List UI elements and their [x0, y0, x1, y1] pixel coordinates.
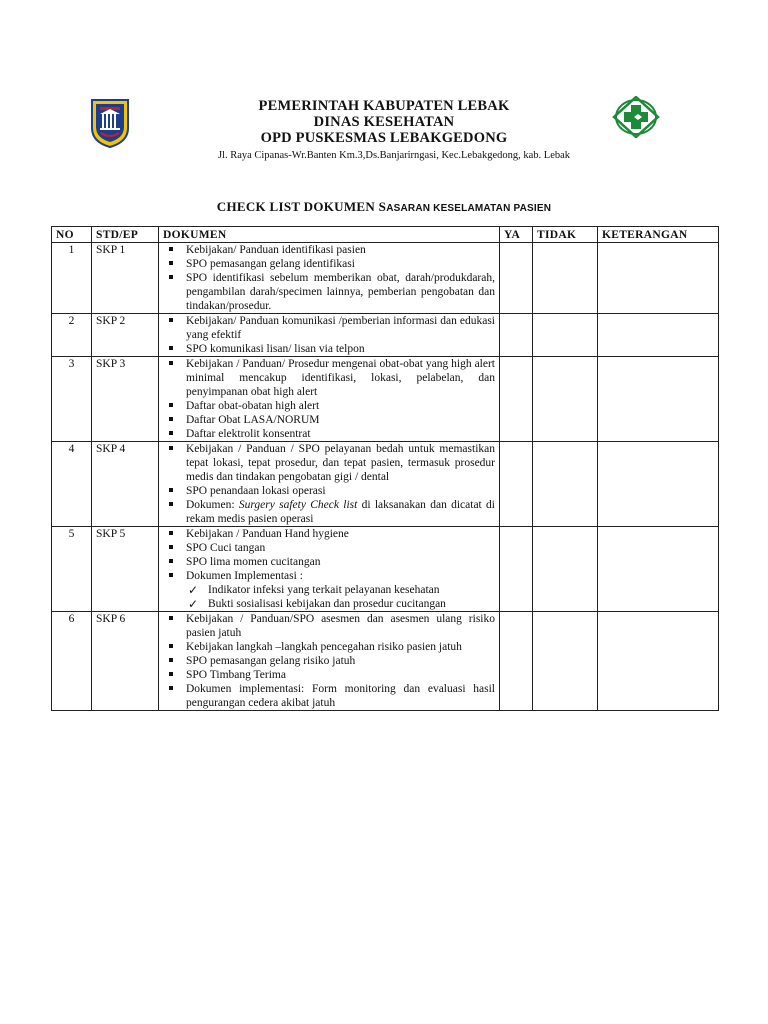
row-dokumen [159, 243, 500, 314]
row-no: 1 [52, 243, 92, 314]
row-std: SKP 4 [92, 442, 159, 527]
cell-ya[interactable] [500, 243, 533, 314]
list-item: Kebijakan langkah –langkah pencegahan risiko pasien jatuh [163, 640, 495, 654]
row-no: 4 [52, 442, 92, 527]
cell-keterangan[interactable] [598, 442, 719, 527]
header-agency: DINAS KESEHATAN [313, 114, 455, 130]
row-dokumen [159, 357, 500, 442]
row-no: 6 [52, 612, 92, 711]
list-item: Kebijakan/ Panduan komunikasi /pemberian informasi dan edukasi yang efektif [163, 314, 495, 342]
row-dokumen [159, 442, 500, 527]
cell-ya[interactable] [500, 527, 533, 612]
cell-keterangan[interactable] [598, 612, 719, 711]
cell-ya[interactable] [500, 442, 533, 527]
row-std: SKP 3 [92, 357, 159, 442]
list-item-label: Dokumen Implementasi : [186, 570, 303, 582]
sub-list-item [186, 597, 495, 611]
checkmark-icon: ✓ [188, 597, 199, 611]
cell-tidak[interactable] [533, 527, 598, 612]
cell-tidak[interactable] [533, 442, 598, 527]
list-item: SPO Cuci tangan [163, 541, 495, 555]
list-item: Kebijakan / Panduan Hand hygiene [163, 527, 495, 541]
cell-ya[interactable] [500, 612, 533, 711]
table-row [52, 527, 719, 612]
col-tidak: TIDAK [533, 227, 598, 243]
list-item: SPO identifikasi sebelum memberikan obat, darah/produkdarah, pengambilan darah/specimen lainnya, pemberian pengobatan dan tindakan/prosedur. [163, 271, 495, 313]
list-item: SPO pemasangan gelang risiko jatuh [163, 654, 495, 668]
cell-tidak[interactable] [533, 357, 598, 442]
list-item: Dokumen implementasi: Form monitoring dan evaluasi hasil pengurangan cedera akibat jatuh [163, 682, 495, 710]
header-puskesmas: OPD PUSKESMAS LEBAKGEDONG [260, 130, 508, 146]
row-std: SKP 1 [92, 243, 159, 314]
row-no: 2 [52, 314, 92, 357]
cell-keterangan[interactable] [598, 527, 719, 612]
row-std: SKP 2 [92, 314, 159, 357]
sub-list-item-text: Bukti sosialisasi kebijakan dan prosedur cucitangan [208, 598, 446, 610]
row-no: 3 [52, 357, 92, 442]
table-row [52, 243, 719, 314]
row-std: SKP 6 [92, 612, 159, 711]
row-dokumen [159, 612, 500, 711]
list-item: Daftar Obat LASA/NORUM [163, 413, 495, 427]
checkmark-icon: ✓ [188, 583, 199, 597]
col-no: NO [52, 227, 92, 243]
cell-keterangan[interactable] [598, 357, 719, 442]
cell-keterangan[interactable] [598, 314, 719, 357]
row-dokumen [159, 314, 500, 357]
list-item: Daftar elektrolit konsentrat [163, 427, 495, 441]
col-ya: YA [500, 227, 533, 243]
col-dokumen: DOKUMEN [159, 227, 500, 243]
list-item: Daftar obat-obatan high alert [163, 399, 495, 413]
letterhead [0, 98, 768, 163]
table-row [52, 612, 719, 711]
sub-list-item-text: Indikator infeksi yang terkait pelayanan kesehatan [208, 584, 440, 596]
table-row [52, 357, 719, 442]
header-row [52, 227, 719, 243]
header-government: PEMERINTAH KABUPATEN LEBAK [258, 98, 510, 114]
list-item [163, 498, 495, 526]
list-item: SPO pemasangan gelang identifikasi [163, 257, 495, 271]
list-item: SPO komunikasi lisan/ lisan via telpon [163, 342, 495, 356]
title-main: CHECK LIST DOKUMEN S [216, 199, 387, 214]
list-item [163, 569, 495, 611]
cell-tidak[interactable] [533, 243, 598, 314]
row-dokumen [159, 527, 500, 612]
col-std: STD/EP [92, 227, 159, 243]
list-item: Kebijakan / Panduan / SPO pelayanan bedah untuk memastikan tepat lokasi, tepat prosedur, dan tepat pasien, termasuk prosedur medis dan tindakan pengobatan gigi / dental [163, 442, 495, 484]
list-item: SPO lima momen cucitangan [163, 555, 495, 569]
cell-tidak[interactable] [533, 612, 598, 711]
title-sub: ASARAN KESELAMATAN PASIEN [386, 203, 552, 214]
table-row [52, 314, 719, 357]
list-item: Kebijakan / Panduan/SPO asesmen dan asesmen ulang risiko pasien jatuh [163, 612, 495, 640]
list-item: Kebijakan / Panduan/ Prosedur mengenai obat-obat yang high alert minimal mencakup identifikasi, lokasi, pelabelan, dan penyimpanan obat high alert [163, 357, 495, 399]
document-title [0, 199, 768, 215]
row-std: SKP 5 [92, 527, 159, 612]
cell-keterangan[interactable] [598, 243, 719, 314]
sub-list-item [186, 583, 495, 597]
cell-tidak[interactable] [533, 314, 598, 357]
cell-ya[interactable] [500, 357, 533, 442]
checklist-table [51, 226, 719, 711]
item-italic: Surgery safety Check list [238, 499, 358, 511]
cell-ya[interactable] [500, 314, 533, 357]
list-item: SPO Timbang Terima [163, 668, 495, 682]
col-keterangan: KETERANGAN [598, 227, 719, 243]
list-item: Kebijakan/ Panduan identifikasi pasien [163, 243, 495, 257]
header-address: Jl. Raya Cipanas-Wr.Banten Km.3,Ds.Banjarirngasi, Kec.Lebakgedong, kab. Lebak [217, 150, 571, 161]
list-item: SPO penandaan lokasi operasi [163, 484, 495, 498]
table-row [52, 442, 719, 527]
item-prefix: Dokumen: [186, 499, 239, 511]
row-no: 5 [52, 527, 92, 612]
item-suffix: di laksanakan dan dicatat di rekam medis pasien operasi [186, 499, 495, 525]
